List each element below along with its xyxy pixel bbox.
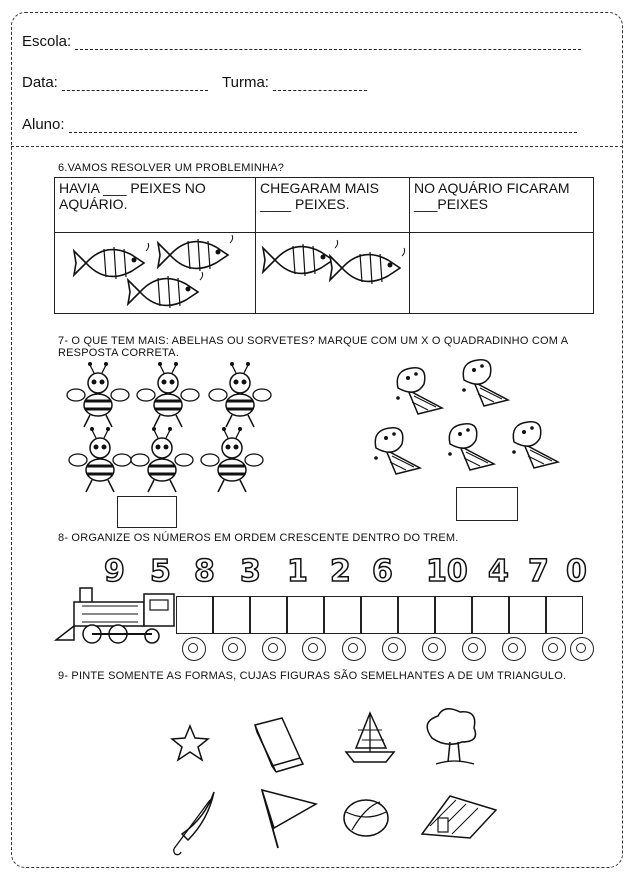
tent-icon (422, 796, 496, 838)
train-number: 9 (104, 554, 125, 589)
fish-header-2: CHEGARAM MAIS ____ PEIXES. (256, 178, 410, 233)
umbrella-icon (174, 792, 214, 855)
train-number: 2 (330, 554, 351, 589)
train-number: 7 (528, 554, 549, 589)
school-label: Escola: (22, 33, 72, 50)
q6-title: 6.VAMOS RESOLVER UM PROBLEMINHA? (58, 162, 285, 174)
fish-header-3: NO AQUÁRIO FICARAM ___PEIXES (410, 178, 594, 233)
star-icon (172, 726, 208, 760)
q9-title: 9- PINTE SOMENTE AS FORMAS, CUJAS FIGURAS SÃO SEMELHANTES A DE UM TRIANGULO. (58, 670, 567, 682)
train-number: 5 (150, 554, 171, 589)
student-label: Aluno: (22, 116, 65, 133)
date-label: Data: (22, 74, 58, 91)
train-number: 0 (566, 554, 587, 589)
train-number: 1 (287, 554, 308, 589)
class-label: Turma: (222, 74, 269, 91)
flag-icon (262, 790, 316, 848)
train-number: 8 (194, 554, 215, 589)
sailboat-icon (346, 713, 394, 762)
fish-header-1: HAVIA ___ PEIXES NO AQUÁRIO. (55, 178, 256, 233)
tree-icon (427, 709, 475, 764)
train-number: 4 (488, 554, 509, 589)
ball-icon (344, 800, 388, 836)
book-icon (255, 718, 303, 772)
q7-title: 7- O QUE TEM MAIS: ABELHAS OU SORVETES? MARQUE COM UM X O QUADRADINHO COM A RESPOSTA CORRETA. (58, 335, 568, 359)
train-number: 6 (372, 554, 393, 589)
train-number: 3 (240, 554, 261, 589)
train-number: 10 (426, 554, 468, 589)
q8-title: 8- ORGANIZE OS NÚMEROS EM ORDEM CRESCENTE DENTRO DO TREM. (58, 532, 459, 544)
